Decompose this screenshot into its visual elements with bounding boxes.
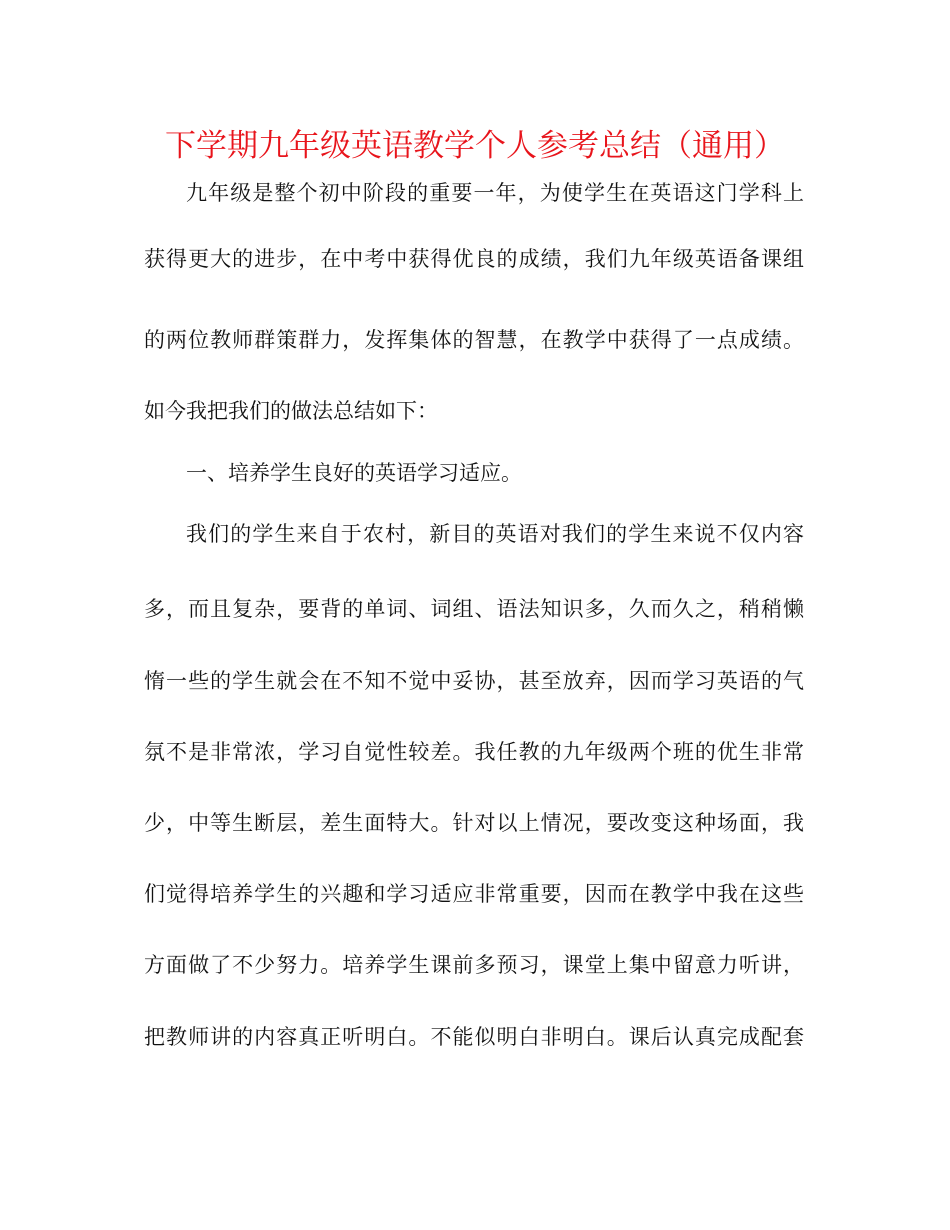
body-line-9: 氛不是非常浓，学习自觉性较差。我任教的九年级两个班的优生非常 xyxy=(144,740,804,764)
body-line-3: 的两位教师群策群力，发挥集体的智慧，在教学中获得了一点成绩。 xyxy=(144,328,804,352)
body-line-10: 少，中等生断层，差生面特大。针对以上情况，要改变这种场面，我 xyxy=(144,811,804,835)
document-title: 下学期九年级英语教学个人参考总结（通用） xyxy=(165,128,785,164)
body-line-12: 方面做了不少努力。培养学生课前多预习，课堂上集中留意力听讲， xyxy=(144,953,804,977)
section-heading-1: 一、培养学生良好的英语学习适应。 xyxy=(186,461,522,485)
body-line-8: 惰一些的学生就会在不知不觉中妥协，甚至放弃，因而学习英语的气 xyxy=(144,669,804,693)
body-line-1: 九年级是整个初中阶段的重要一年，为使学生在英语这门学科上 xyxy=(186,181,804,205)
body-line-2: 获得更大的进步，在中考中获得优良的成绩，我们九年级英语备课组 xyxy=(144,247,804,271)
body-line-4: 如今我把我们的做法总结如下： xyxy=(144,399,438,423)
body-line-6: 我们的学生来自于农村，新目的英语对我们的学生来说不仅内容 xyxy=(186,522,804,546)
body-line-7: 多，而且复杂，要背的单词、词组、语法知识多，久而久之，稍稍懒 xyxy=(144,597,804,621)
body-line-11: 们觉得培养学生的兴趣和学习适应非常重要，因而在教学中我在这些 xyxy=(144,882,804,906)
body-line-13: 把教师讲的内容真正听明白。不能似明白非明白。课后认真完成配套 xyxy=(144,1025,804,1049)
